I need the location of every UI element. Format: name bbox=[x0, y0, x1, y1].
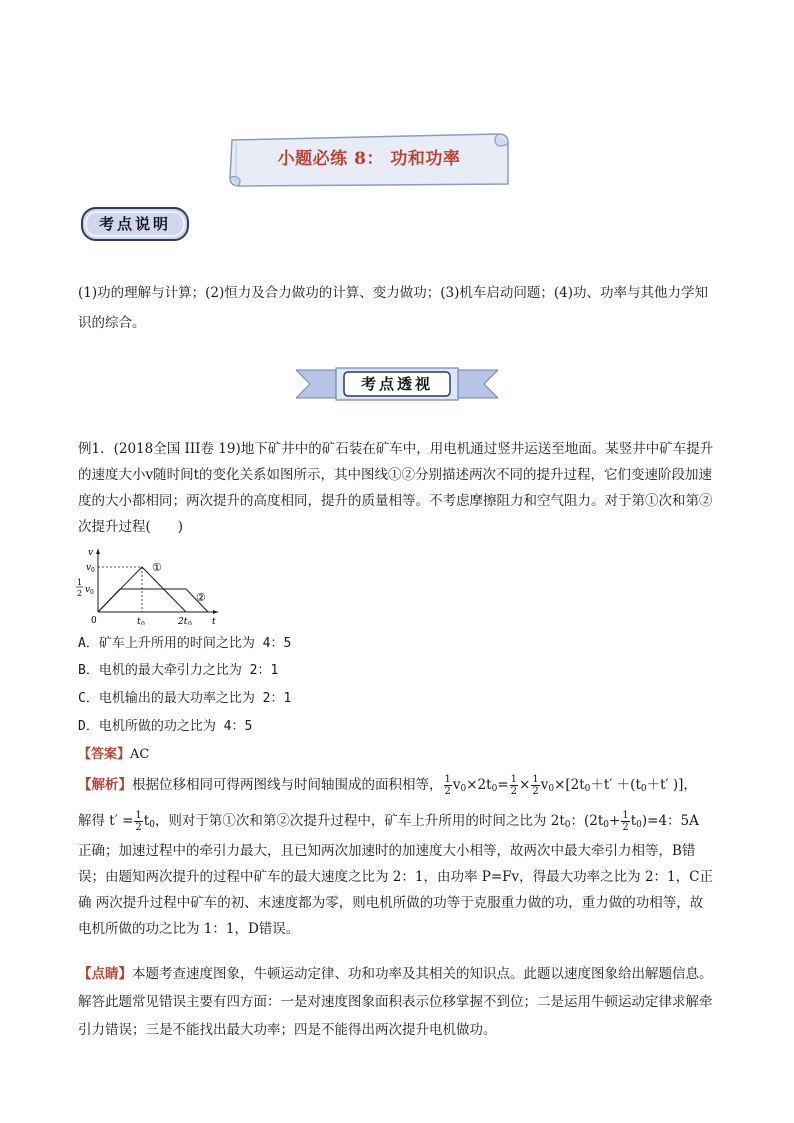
comment-block bbox=[78, 960, 718, 1044]
badge-explain-label: 考点说明 bbox=[98, 215, 171, 233]
v-axis-arrow bbox=[96, 549, 100, 554]
answer-tag: 【答案】 bbox=[78, 747, 131, 762]
t-axis-label: t bbox=[212, 617, 216, 625]
v0-sub: 0 bbox=[91, 567, 95, 574]
t0-sub: 0 bbox=[141, 621, 145, 625]
fraction-half: $\frac{1}{2}$ bbox=[444, 774, 451, 797]
velocity-time-graph bbox=[74, 545, 224, 625]
analysis-line-2: 解得 t′ = $\frac{1}{2}$ $t_0$，则对于第①次和第②次提升过程中，矿车上升所用的时间之比为 $2t_0$：($2t_0+$ $\frac{1}{2}$ $t_0)=4$：5A bbox=[78, 810, 699, 833]
v-axis-label: v bbox=[88, 548, 94, 558]
fraction-half: $\frac{1}{2}$ bbox=[532, 774, 539, 797]
analysis-line-1: 【解析】根据位移相同可得两图线与时间轴围成的面积相等， $\frac{1}{2}$ $v_0\times 2t_0=$ $\frac{1}{2}$ × $\frac{1}{2}$ $v_0\times[2t_0+t' +(t_0+t'$ )]， bbox=[78, 774, 697, 797]
section-badge-explain bbox=[80, 206, 190, 242]
t0-label: t bbox=[137, 617, 141, 625]
question-stem: 例1．(2018全国 III卷 19)地下矿井中的矿石装在矿车中，用电机通过竖井运送至地面。某竖井中矿车提升的速度大小v随时间t的变化关系如图所示，其中图线①②分别描述两次不同的提升过程，它们变速阶段加速度的大小都相同；两次提升的高度相同，提升的质量相等。不考虑摩擦阻力和空气阻力。对于第①次和第②次提升过程( ) bbox=[78, 441, 714, 535]
two-t0-sub: 0 bbox=[188, 621, 192, 625]
intro-paragraph: (1)功的理解与计算；(2)恒力及合力做功的计算、变力做功；(3)机车启动问题；(4)功、功率与其他力学知识的综合。 bbox=[78, 285, 708, 331]
answer-line bbox=[78, 743, 149, 762]
half-v0-sub: 0 bbox=[90, 589, 94, 596]
v-symbol: v bbox=[452, 777, 461, 793]
comment-text: 本题考查速度图象，牛顿运动定律、功和功率及其相关的知识点。此题以速度图象给出解题信息。解答此题常见错误主要有四方面：一是对速度图象面积表示位移掌握不到位；二是运用牛顿运动定律求解牵引力错误；三是不能找出最大功率；四是不能得出两次提升电机做功。 bbox=[78, 966, 713, 1038]
half-num: 1 bbox=[77, 578, 83, 587]
comment-tag: 【点睛】 bbox=[78, 966, 132, 982]
fraction-half: $\frac{1}{2}$ bbox=[510, 774, 517, 797]
option-d[interactable]: D．电机所做的功之比为 4：5 bbox=[78, 719, 253, 734]
analysis-text: 根据位移相同可得两图线与时间轴围成的面积相等， bbox=[132, 777, 443, 793]
option-c[interactable]: C．电机输出的最大功率之比为 2：1 bbox=[78, 691, 292, 706]
origin-label: 0 bbox=[91, 616, 97, 625]
analysis-line-3: 正确；加速过程中的牵引力最大，且已知两次加速时的加速度大小相等，故两次中最大牵引力相等，B错 bbox=[78, 843, 696, 859]
half-den: 2 bbox=[77, 589, 83, 598]
fraction-half: $\frac{1}{2}$ bbox=[135, 810, 142, 833]
analysis-tag: 【解析】 bbox=[78, 777, 132, 793]
half-v0-label: v bbox=[85, 585, 91, 595]
option-a[interactable]: A．矿车上升所用的时间之比为 4：5 bbox=[78, 636, 292, 651]
curve-2-line bbox=[98, 589, 208, 612]
section-badge-insight bbox=[296, 366, 498, 402]
curve-1-label: ① bbox=[152, 561, 162, 574]
badge-insight-label: 考点透视 bbox=[360, 375, 433, 393]
fraction-half: $\frac{1}{2}$ bbox=[622, 810, 629, 833]
two-t0-label: 2t bbox=[178, 617, 188, 625]
answer-value: AC bbox=[130, 747, 150, 762]
option-b[interactable]: B．电机的最大牵引力之比为 2：1 bbox=[78, 663, 279, 678]
curve-2-label: ② bbox=[196, 591, 206, 604]
page-title: 小题必练 8： 功和功率 bbox=[277, 149, 461, 169]
analysis-line-6: 电机所做的功之比为 1：1，D错误。 bbox=[78, 921, 300, 937]
analysis-line-5: 确 两次提升过程中矿车的初、末速度都为零，则电机所做的功等于克服重力做的功，重力做的功相等，故 bbox=[78, 895, 704, 911]
v0-label: v bbox=[86, 563, 92, 573]
analysis-line-4: 误；由题知两次提升的过程中矿车的最大速度之比为 2：1，由功率 P=Fv，得最大功率之比为 2：1，C正 bbox=[78, 869, 713, 885]
t-axis-arrow bbox=[213, 610, 218, 614]
title-banner bbox=[226, 130, 512, 192]
